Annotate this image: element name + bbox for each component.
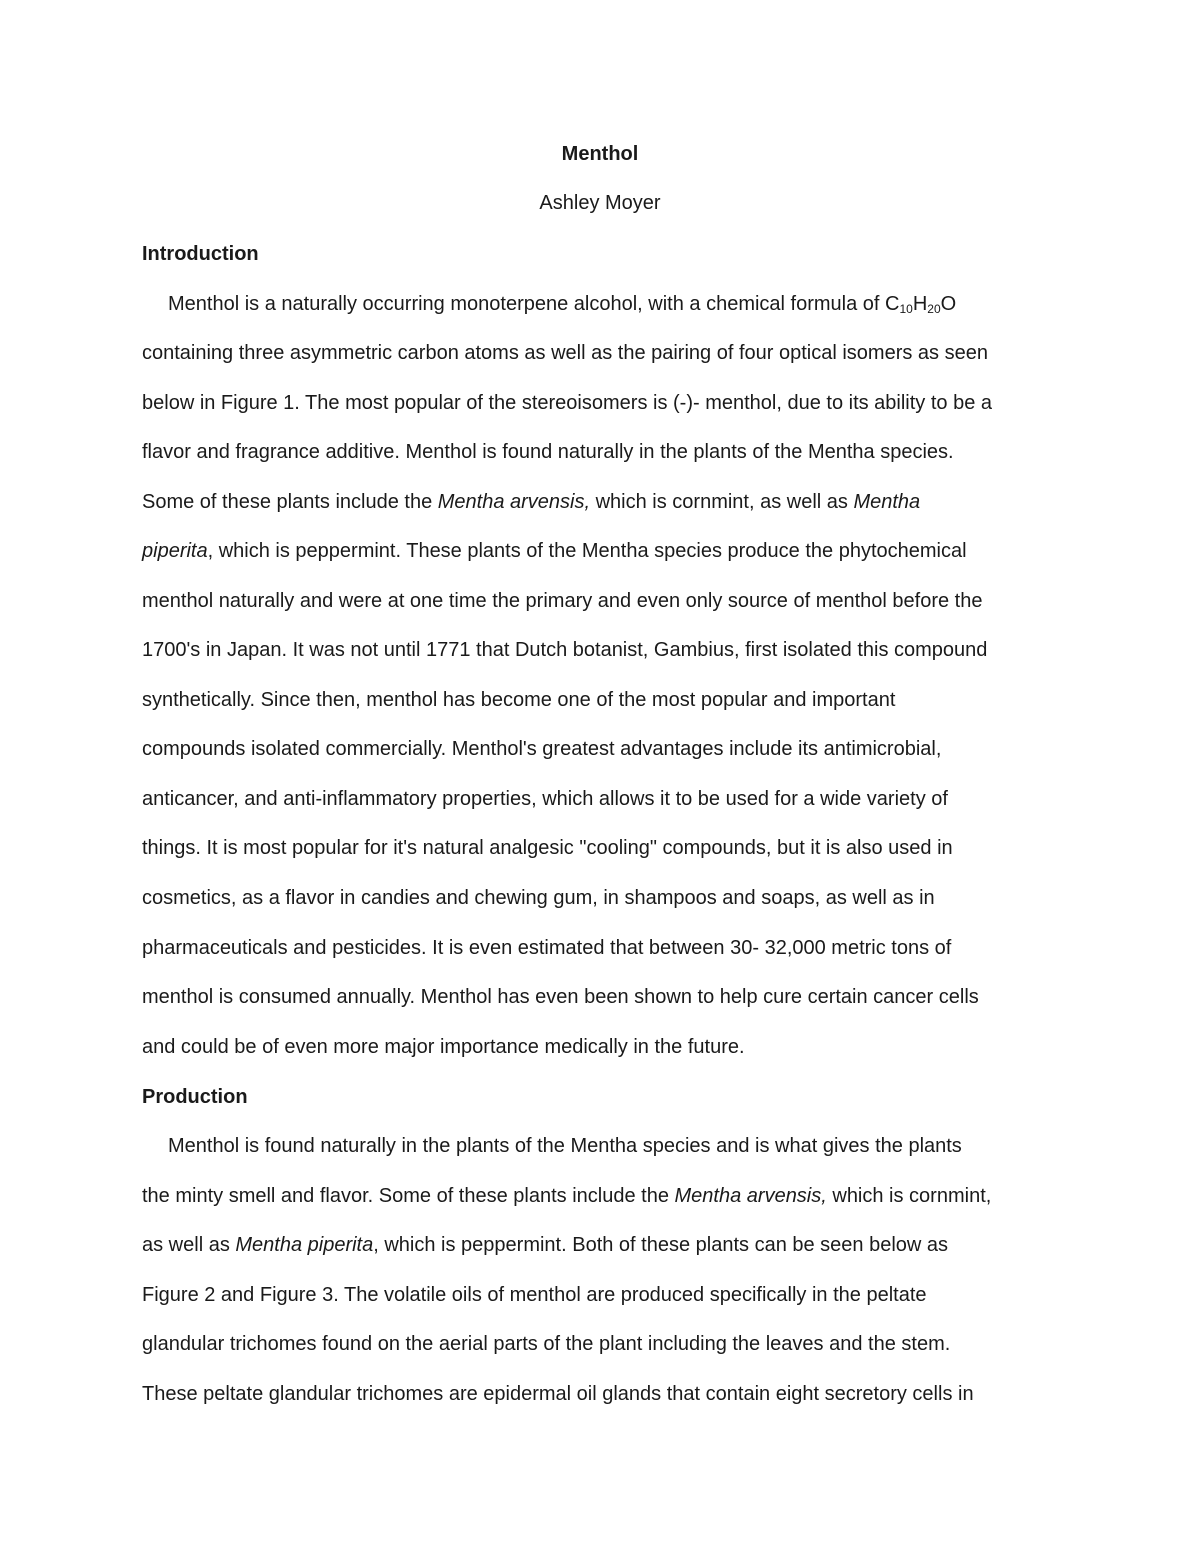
paragraph-line: flavor and fragrance additive. Menthol is found naturally in the plants of the Mentha species.	[142, 441, 954, 463]
species-name: Mentha	[853, 491, 921, 513]
paragraph-line: compounds isolated commercially. Menthol's greatest advantages include its antimicrobial,	[142, 738, 942, 760]
paragraph-line: Menthol is found naturally in the plants of the Mentha species and is what gives the plants	[168, 1135, 962, 1157]
section-heading-production: Production	[142, 1086, 248, 1108]
paragraph-line: menthol is consumed annually. Menthol has even been shown to help cure certain cancer cells	[142, 986, 979, 1008]
species-name: Mentha arvensis,	[437, 491, 591, 513]
paragraph-line: synthetically. Since then, menthol has become one of the most popular and important	[142, 689, 896, 711]
paragraph-line: cosmetics, as a flavor in candies and chewing gum, in shampoos and soaps, as well as in	[142, 887, 935, 909]
document-author: Ashley Moyer	[539, 192, 661, 214]
paragraph-line: as well as Mentha piperita, which is peppermint. Both of these plants can be seen below as	[142, 1234, 949, 1256]
paragraph-line: Figure 2 and Figure 3. The volatile oils of menthol are produced specifically in the peltate	[142, 1284, 927, 1306]
paragraph-line: Some of these plants include the Mentha arvensis, which is cornmint, as well as Mentha	[142, 491, 921, 513]
paragraph-line: 1700's in Japan. It was not until 1771 that Dutch botanist, Gambius, first isolated this compound	[142, 639, 988, 661]
paragraph-line: pharmaceuticals and pesticides. It is even estimated that between 30- 32,000 metric tons of	[142, 937, 952, 959]
paragraph-line: the minty smell and flavor. Some of these plants include the Mentha arvensis, which is cornmint,	[142, 1185, 992, 1207]
species-name: Mentha piperita	[235, 1234, 374, 1256]
section-heading-introduction: Introduction	[142, 243, 259, 265]
paragraph-line: glandular trichomes found on the aerial parts of the plant including the leaves and the stem.	[142, 1333, 951, 1355]
paragraph-line: below in Figure 1. The most popular of the stereoisomers is (-)- menthol, due to its ability to be a	[142, 392, 993, 414]
paragraph-line: anticancer, and anti-inflammatory properties, which allows it to be used for a wide variety of	[142, 788, 948, 810]
species-name: piperita	[142, 540, 208, 562]
paragraph-line: containing three asymmetric carbon atoms as well as the pairing of four optical isomers as seen	[142, 342, 988, 364]
paragraph-line: things. It is most popular for it's natural analgesic "cooling" compounds, but it is also used in	[142, 837, 953, 859]
paragraph-line: piperita, which is peppermint. These plants of the Mentha species produce the phytochemical	[142, 540, 967, 562]
paragraph-line: Menthol is a naturally occurring monoterpene alcohol, with a chemical formula of $C_{10}H_{20}O$	[168, 293, 957, 316]
paragraph-line: These peltate glandular trichomes are epidermal oil glands that contain eight secretory cells in	[142, 1383, 974, 1405]
species-name: Mentha arvensis,	[674, 1185, 827, 1207]
paragraph-line: menthol naturally and were at one time the primary and even only source of menthol before the	[142, 590, 983, 612]
paragraph-line: and could be of even more major importance medically in the future.	[142, 1036, 745, 1058]
document-title: Menthol	[561, 143, 639, 165]
